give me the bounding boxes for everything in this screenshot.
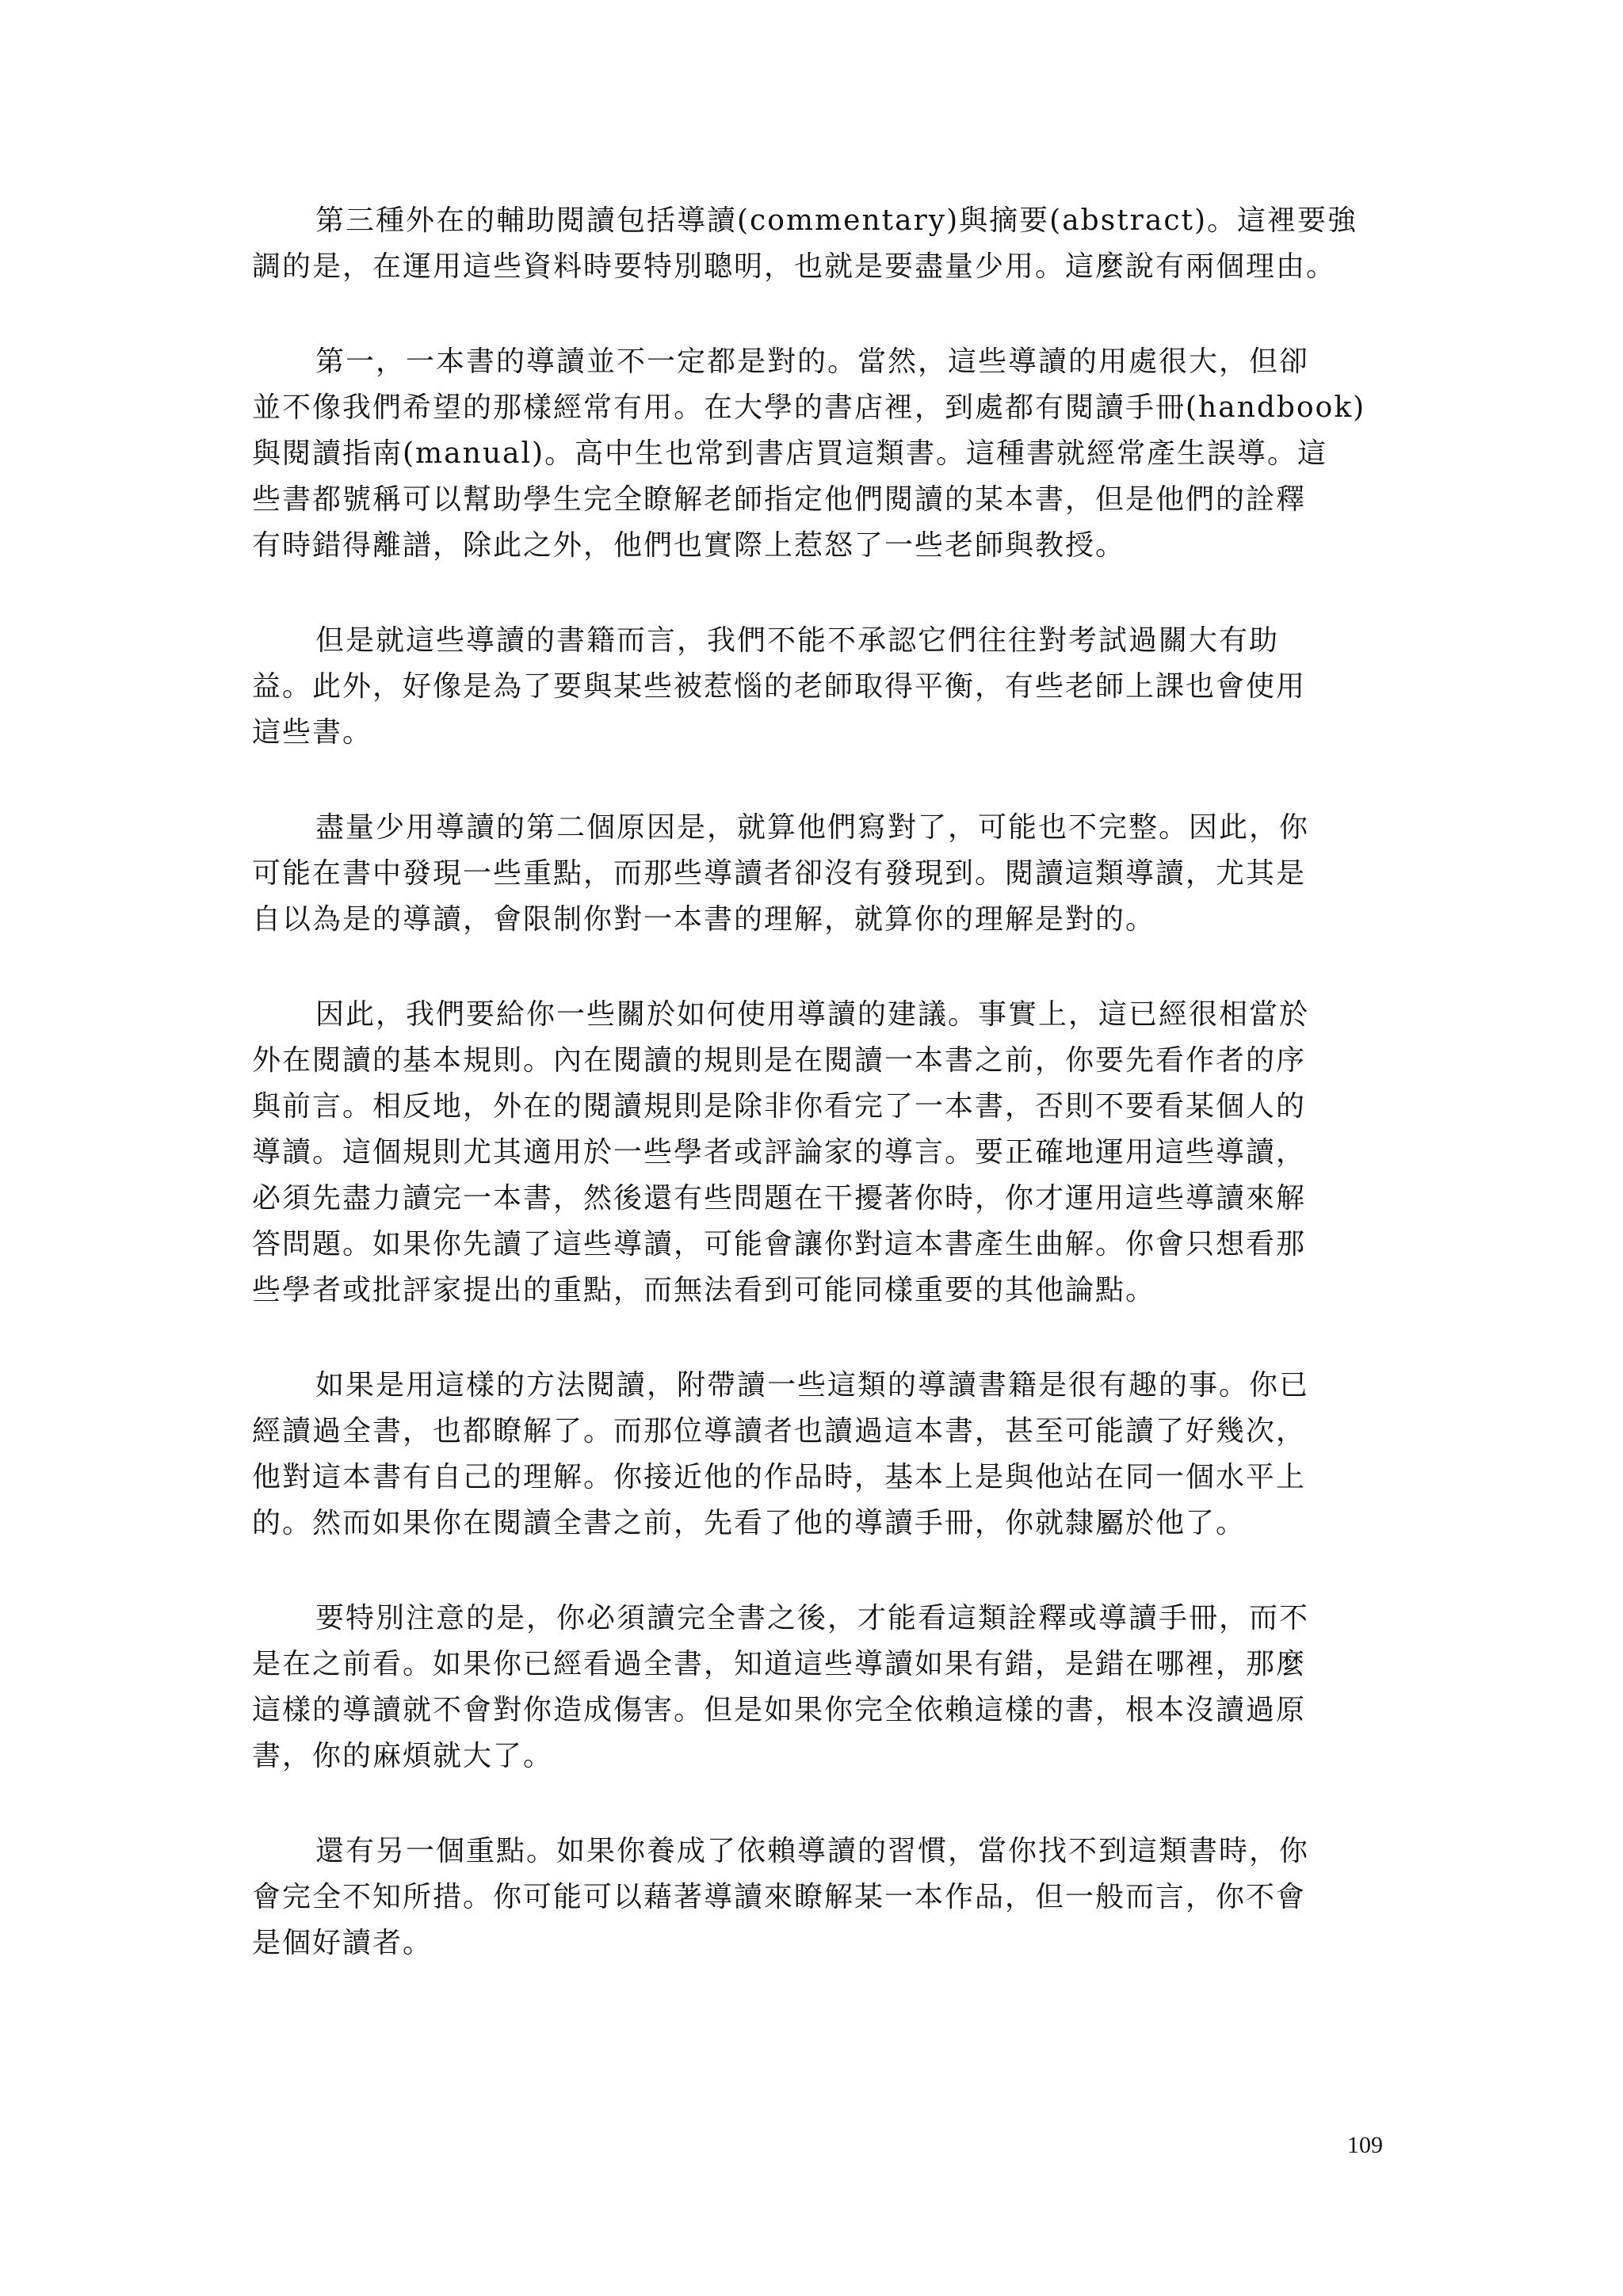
text-line: 還有另一個重點。如果你養成了依賴導讀的習慣，當你找不到這類書時，你: [315, 1835, 1310, 1867]
text-line: 這些書。: [252, 716, 373, 749]
paragraph-8: [252, 1829, 1385, 1966]
text-line: 如果是用這樣的方法閱讀，附帶讀一些這類的導讀書籍是很有趣的事。你已: [315, 1369, 1310, 1402]
paragraph-5: [252, 992, 1385, 1314]
text-line: 外在閱讀的基本規則。內在閱讀的規則是在閱讀一本書之前，你要先看作者的序: [252, 1044, 1307, 1077]
paragraph-6: [252, 1363, 1385, 1547]
paragraph-1: [252, 198, 1385, 290]
page-number: 109: [1347, 2132, 1383, 2158]
text-line: 必須先盡力讀完一本書，然後還有些問題在干擾著你時，你才運用這些導讀來解: [252, 1182, 1307, 1215]
text-line: 益。此外，好像是為了要與某些被惹惱的老師取得平衡，有些老師上課也會使用: [252, 670, 1307, 703]
text-line: 經讀過全書，也都瞭解了。而那位導讀者也讀過這本書，甚至可能讀了好幾次，: [252, 1415, 1307, 1447]
text-line: 與閱讀指南(manual)。高中生也常到書店買這類書。這種書就經常產生誤導。這: [252, 437, 1328, 470]
text-line: 調的是，在運用這些資料時要特別聰明，也就是要盡量少用。這麼說有兩個理由。: [252, 250, 1337, 283]
text-line: 書，你的麻煩就大了。: [252, 1740, 554, 1772]
text-line: 因此，我們要給你一些關於如何使用導讀的建議。事實上，這已經很相當於: [315, 998, 1310, 1031]
text-line: 些書都號稱可以幫助學生完全瞭解老師指定他們閱讀的某本書，但是他們的詮釋: [252, 483, 1307, 516]
text-line: 些學者或批評家提出的重點，而無法看到可能同樣重要的其他論點。: [252, 1274, 1156, 1306]
text-line: 第三種外在的輔助閱讀包括導讀(commentary)與摘要(abstract)。這裡要強: [315, 204, 1358, 237]
paragraph-2: [252, 339, 1385, 569]
body-text: [252, 198, 1385, 2016]
paragraph-3: [252, 618, 1385, 756]
text-line: 是個好讀者。: [252, 1927, 433, 1959]
text-line: 會完全不知所措。你可能可以藉著導讀來瞭解某一本作品，但一般而言，你不會: [252, 1881, 1307, 1913]
text-line: 第一，一本書的導讀並不一定都是對的。當然，這些導讀的用處很大，但卻: [315, 345, 1310, 378]
text-line: 自以為是的導讀，會限制你對一本書的理解，就算你的理解是對的。: [252, 903, 1156, 936]
text-line: 答問題。如果你先讀了這些導讀，可能會讓你對這本書產生曲解。你會只想看那: [252, 1228, 1307, 1261]
text-line: 的。然而如果你在閱讀全書之前，先看了他的導讀手冊，你就隸屬於他了。: [252, 1507, 1247, 1539]
paragraph-7: [252, 1596, 1385, 1779]
text-line: 要特別注意的是，你必須讀完全書之後，才能看這類詮釋或導讀手冊，而不: [315, 1602, 1310, 1634]
text-line: 與前言。相反地，外在的閱讀規則是除非你看完了一本書，否則不要看某個人的: [252, 1090, 1307, 1123]
text-line: 並不像我們希望的那樣經常有用。在大學的書店裡，到處都有閱讀手冊(handbook): [252, 391, 1366, 424]
text-line: 導讀。這個規則尤其適用於一些學者或評論家的導言。要正確地運用這些導讀，: [252, 1136, 1307, 1169]
text-line: 盡量少用導讀的第二個原因是，就算他們寫對了，可能也不完整。因此，你: [315, 811, 1310, 844]
text-line: 但是就這些導讀的書籍而言，我們不能不承認它們往往對考試過關大有助: [315, 624, 1280, 657]
text-line: 是在之前看。如果你已經看過全書，知道這些導讀如果有錯，是錯在哪裡，那麼: [252, 1648, 1307, 1680]
text-line: 有時錯得離譜，除此之外，他們也實際上惹怒了一些老師與教授。: [252, 529, 1126, 562]
text-line: 可能在書中發現一些重點，而那些導讀者卻沒有發現到。閱讀這類導讀，尤其是: [252, 857, 1307, 890]
paragraph-4: [252, 805, 1385, 943]
text-line: 這樣的導讀就不會對你造成傷害。但是如果你完全依賴這樣的書，根本沒讀過原: [252, 1694, 1307, 1726]
text-line: 他對這本書有自己的理解。你接近他的作品時，基本上是與他站在同一個水平上: [252, 1461, 1307, 1493]
